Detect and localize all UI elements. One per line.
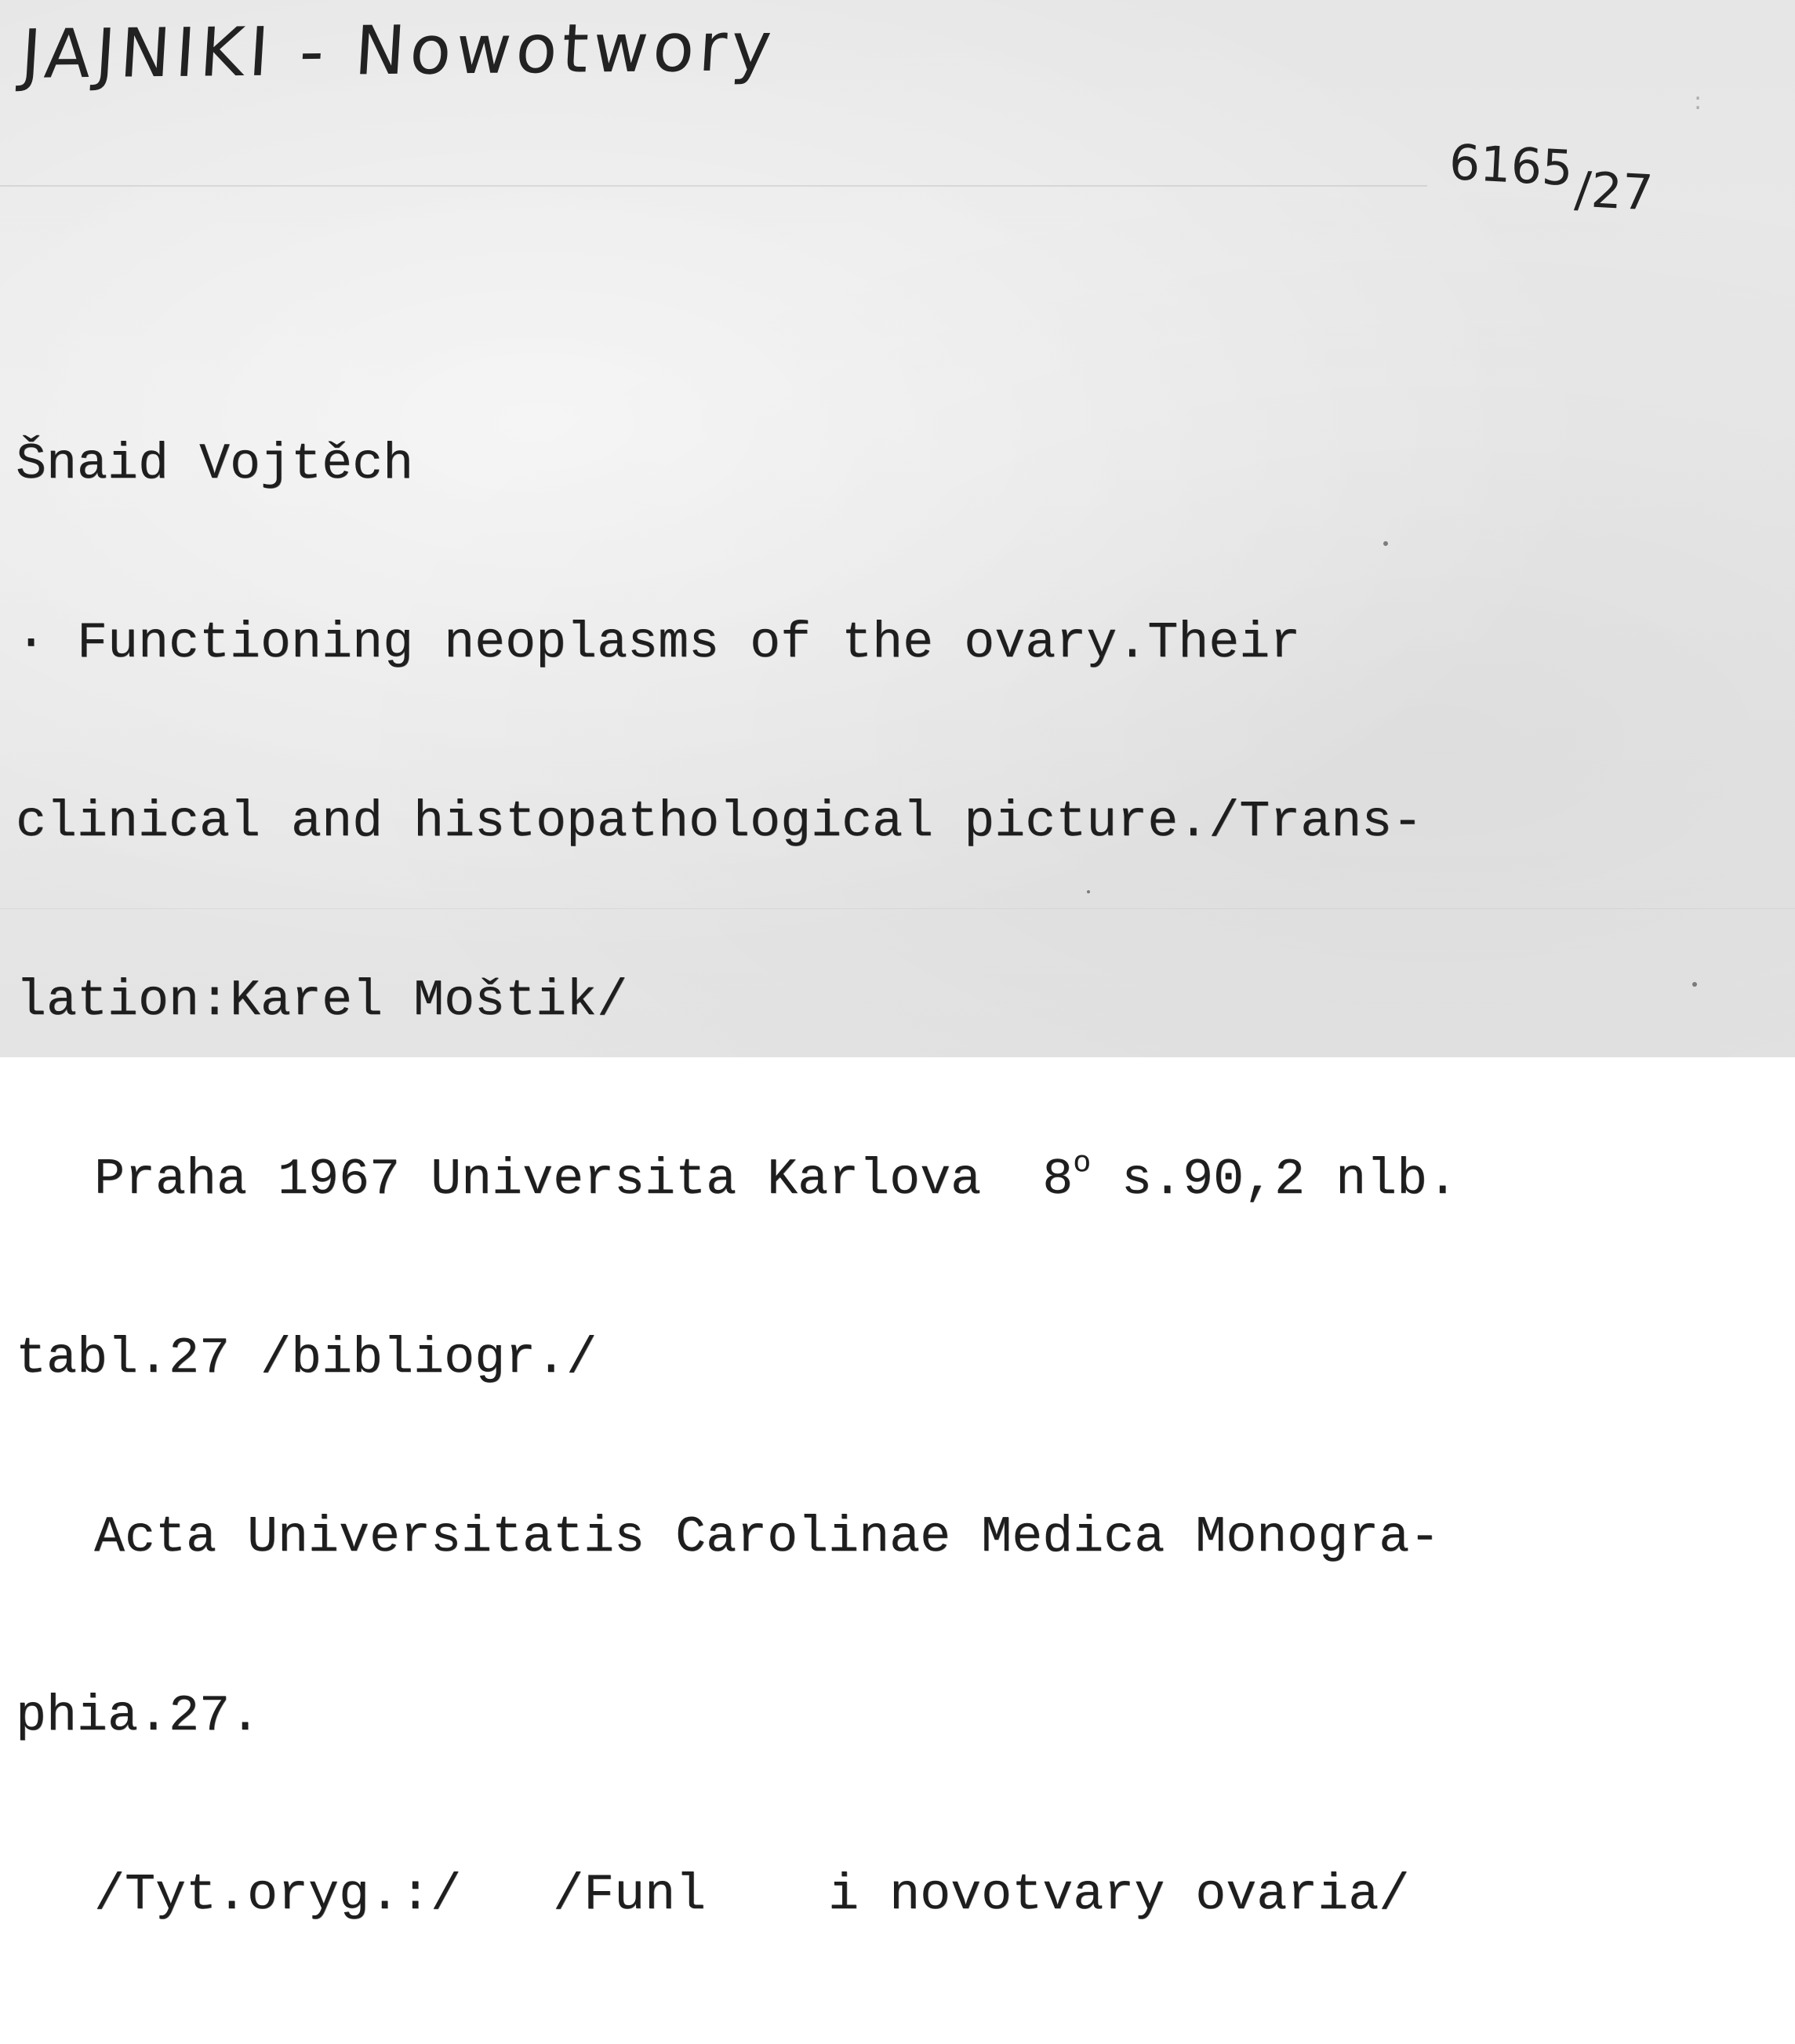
bibliographic-entry xyxy=(16,315,1458,2044)
ink-speck xyxy=(1087,890,1090,893)
subject-heading: JAJNIKI - Nowotwory xyxy=(19,7,779,94)
pagination-text: s.90,2 nlb. xyxy=(1091,1151,1459,1209)
ink-speck xyxy=(1383,541,1388,546)
title-line: clinical and histopathological picture./Trans- xyxy=(16,793,1423,851)
series-line: Acta Universitatis Carolinae Medica Monogra- xyxy=(94,1508,1441,1566)
pencil-mark-icon: : xyxy=(1694,88,1702,115)
call-number xyxy=(1448,133,1655,222)
call-number-sub: /27 xyxy=(1573,160,1655,222)
series-line: phia.27. xyxy=(16,1687,261,1745)
imprint-text: Praha 1967 Universita Karlova 8 xyxy=(94,1151,1074,1209)
imprint-line: tabl.27 /bibliogr./ xyxy=(16,1329,598,1388)
original-title-line: /Tyt.oryg.:/ /Funl i novotvary ovaria/ xyxy=(94,1866,1410,1924)
author-name: Šnaid Vojtěch xyxy=(16,435,414,493)
format-superscript: o xyxy=(1073,1147,1092,1180)
ink-speck xyxy=(1692,982,1697,987)
ruling-line xyxy=(0,185,1427,187)
call-number-main: 6165 xyxy=(1448,133,1575,198)
title-line: · Functioning neoplasms of the ovary.Their xyxy=(16,614,1301,672)
title-line: lation:Karel Moštik/ xyxy=(16,972,628,1030)
imprint-line xyxy=(16,1147,1459,1209)
